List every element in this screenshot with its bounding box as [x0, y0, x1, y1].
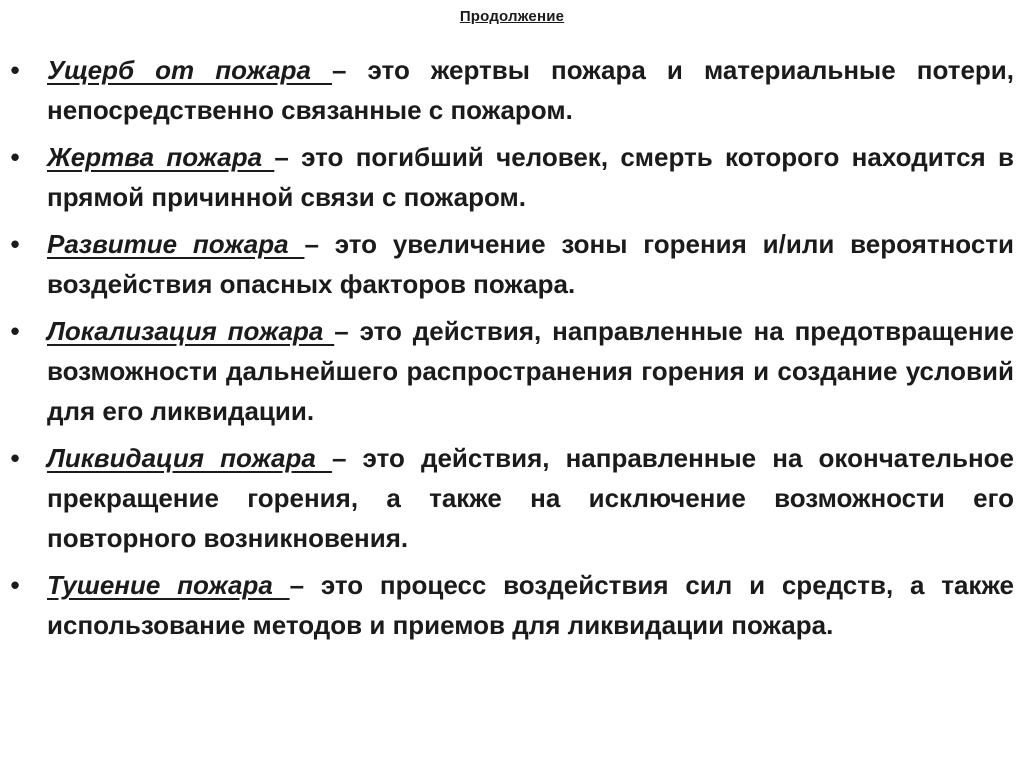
definition-item-development: [0, 224, 1024, 304]
bullet-icon: •: [10, 55, 20, 85]
page-title: Продолжение: [459, 8, 565, 25]
bullet-icon: •: [10, 443, 20, 473]
definition-term: Ликвидация пожара: [47, 443, 332, 473]
definition-term: Жертва пожара: [47, 142, 275, 172]
definition-item-damage: [0, 50, 1024, 130]
definition-text: – это действия, направленные на предотвращение возможности дальнейшего распространения горения и создание условий для его ликвидации.: [47, 316, 1014, 426]
definition-term: Ущерб от пожара: [47, 55, 332, 85]
definition-item-extinguishing: [0, 565, 1024, 645]
definition-item-localization: [0, 311, 1024, 431]
bullet-icon: •: [10, 570, 20, 600]
definition-term: Тушение пожара: [47, 570, 290, 600]
definition-text: – это процесс воздействия сил и средств, а также использование методов и приемов для ликвидации пожара.: [47, 570, 1014, 640]
definition-text: – это жертвы пожара и материальные потери, непосредственно связанные с пожаром.: [47, 55, 1014, 125]
definition-item-victim: [0, 137, 1024, 217]
definition-item-liquidation: [0, 438, 1024, 558]
definition-term: Развитие пожара: [47, 229, 305, 259]
definition-term: Локализация пожара: [47, 316, 335, 346]
definition-text: – это действия, направленные на окончательное прекращение горения, а также на исключение возможности его повторного возникновения.: [47, 443, 1014, 553]
definition-text: – это увеличение зоны горения и/или вероятности воздействия опасных факторов пожара.: [47, 229, 1014, 299]
definition-text: – это погибший человек, смерть которого находится в прямой причинной связи с пожаром.: [47, 142, 1014, 212]
bullet-icon: •: [10, 142, 20, 172]
definitions-list: [0, 50, 1024, 652]
bullet-icon: •: [10, 316, 20, 346]
bullet-icon: •: [10, 229, 20, 259]
